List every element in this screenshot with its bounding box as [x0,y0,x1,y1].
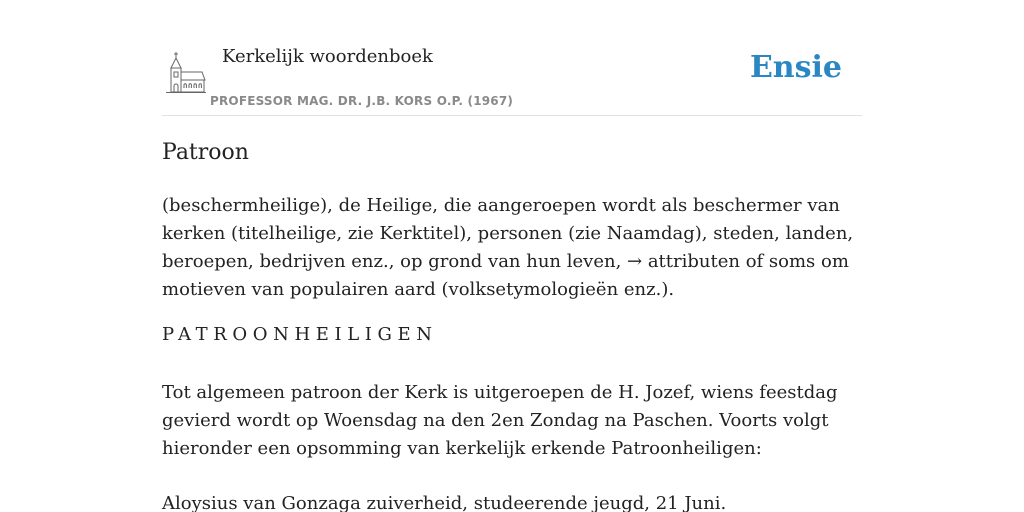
book-author: PROFESSOR MAG. DR. J.B. KORS O.P. (1967) [210,94,514,108]
entry-paragraph: Tot algemeen patroon der Kerk is uitgeroepen de H. Jozef, wiens feestdag gevierd wordt op Woensdag na den 2en Zondag na Paschen. Voorts volgt hieronder een opsomming van kerkelijk erkende Patroonheiligen: [162,382,838,459]
book-title[interactable]: Kerkelijk woordenboek [222,46,433,67]
church-icon[interactable] [166,50,206,94]
entry-paragraph: Aloysius van Gonzaga zuiverheid, studeerende jeugd, 21 Juni. [162,493,727,512]
entry-title: Patroon [162,140,249,165]
section-heading: PATROONHEILIGEN [162,324,438,345]
page [162,0,862,512]
brand-logo-link[interactable]: Ensie [749,50,842,85]
header [162,0,862,116]
entry-paragraph: (beschermheilige), de Heilige, die aangeroepen wordt als beschermer van kerken (titelheilige, zie Kerktitel), personen (zie Naamdag), steden, landen, beroepen, bedrijven enz., op grond van hun leven, → attributen of soms om motieven van populairen aard (volksetymologieën enz.). [162,195,854,300]
